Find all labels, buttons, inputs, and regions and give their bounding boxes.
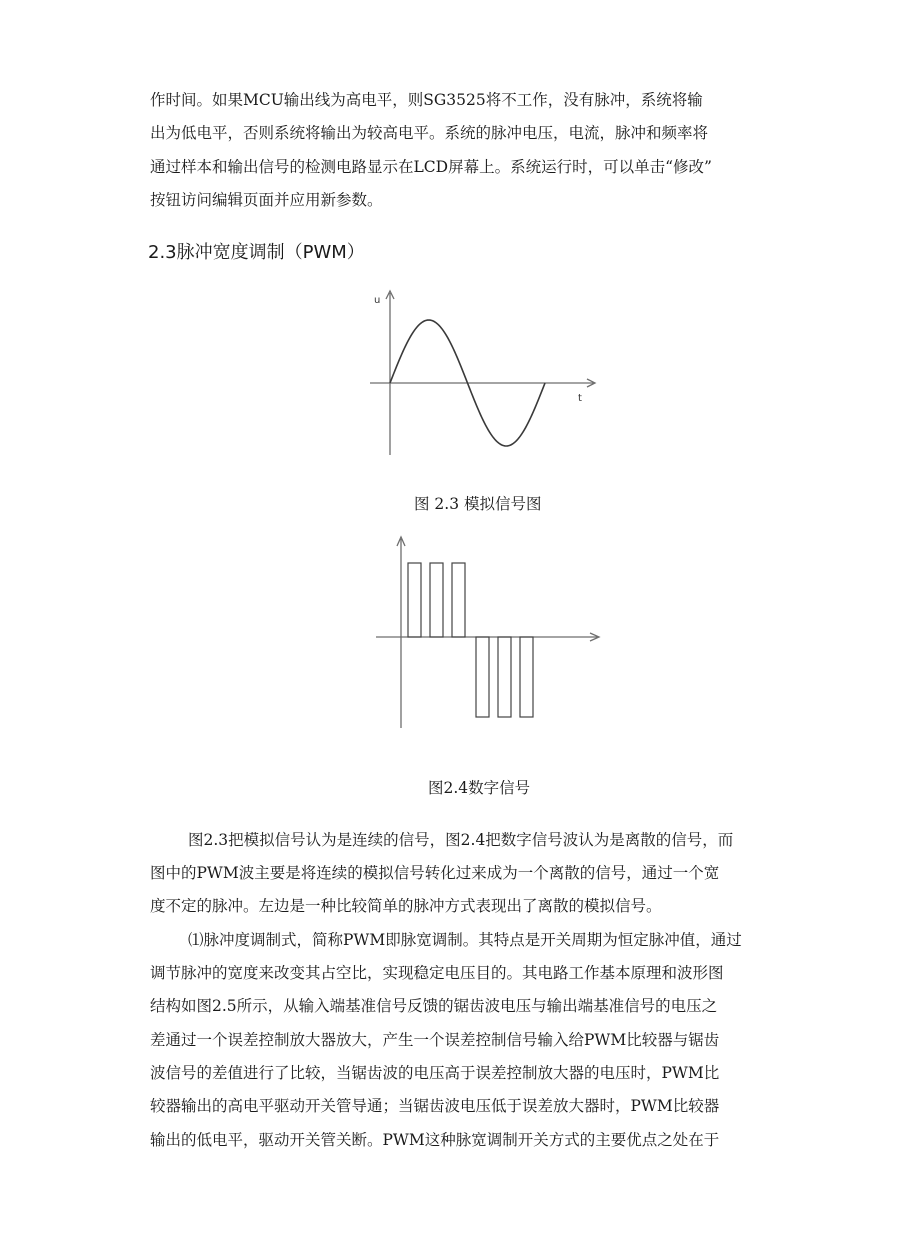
text-line: 波信号的差值进行了比较，当锯齿波的电压高于误差控制放大器的电压时，PWM比 [150, 1064, 720, 1082]
text-line: 出为低电平，否则系统将输出为较高电平。系统的脉冲电压，电流，脉冲和频率将 [150, 124, 709, 142]
digital-signal-figure [370, 533, 610, 733]
text-line: 图2.3把模拟信号认为是连续的信号，图2.4把数字信号波认为是离散的信号，而 [188, 831, 734, 849]
negative-pulse [476, 637, 489, 717]
text-line: 按钮访问编辑页面并应用新参数。 [150, 191, 383, 209]
positive-pulse [452, 563, 465, 637]
text-line: 较器输出的高电平驱动开关管导通；当锯齿波电压低于误差放大器时，PWM比较器 [150, 1097, 720, 1115]
positive-pulse [408, 563, 421, 637]
text-line: 差通过一个误差控制放大器放大，产生一个误差控制信号输入给PWM比较器与锯齿 [150, 1031, 720, 1049]
text-line: 通过样本和输出信号的检测电路显示在LCD屏幕上。系统运行时，可以单击“修改” [150, 158, 712, 176]
pulse-train [408, 563, 533, 717]
text-line: 度不定的脉冲。左边是一种比较简单的脉冲方式表现出了离散的模拟信号。 [150, 897, 662, 915]
text-line: 结构如图2.5所示，从输入端基准信号反馈的锯齿波电压与输出端基准信号的电压之 [150, 997, 718, 1015]
x-axis-label: t [578, 393, 582, 404]
text-line: 输出的低电平，驱动开关管关断。PWM这种脉宽调制开关方式的主要优点之处在于 [150, 1131, 720, 1149]
analog-signal-figure [362, 285, 602, 465]
figure-caption-digital: 图2.4数字信号 [428, 779, 531, 797]
negative-pulse [498, 637, 511, 717]
text-line: 调节脉冲的宽度来改变其占空比，实现稳定电压目的。其电路工作基本原理和波形图 [150, 964, 724, 982]
text-line: 图中的PWM波主要是将连续的模拟信号转化过来成为一个离散的信号，通过一个宽 [150, 864, 720, 882]
negative-pulse [520, 637, 533, 717]
text-line: 作时间。如果MCU输出线为高电平，则SG3525将不工作，没有脉冲，系统将输 [150, 91, 703, 109]
text-line: ⑴脉冲度调制式，简称PWM即脉宽调制。其特点是开关周期为恒定脉冲值，通过 [188, 931, 742, 949]
positive-pulse [430, 563, 443, 637]
section-heading: 2.3脉冲宽度调制（PWM） [148, 242, 365, 263]
y-axis-label: u [374, 295, 381, 306]
figure-caption-analog: 图 2.3 模拟信号图 [414, 495, 542, 513]
